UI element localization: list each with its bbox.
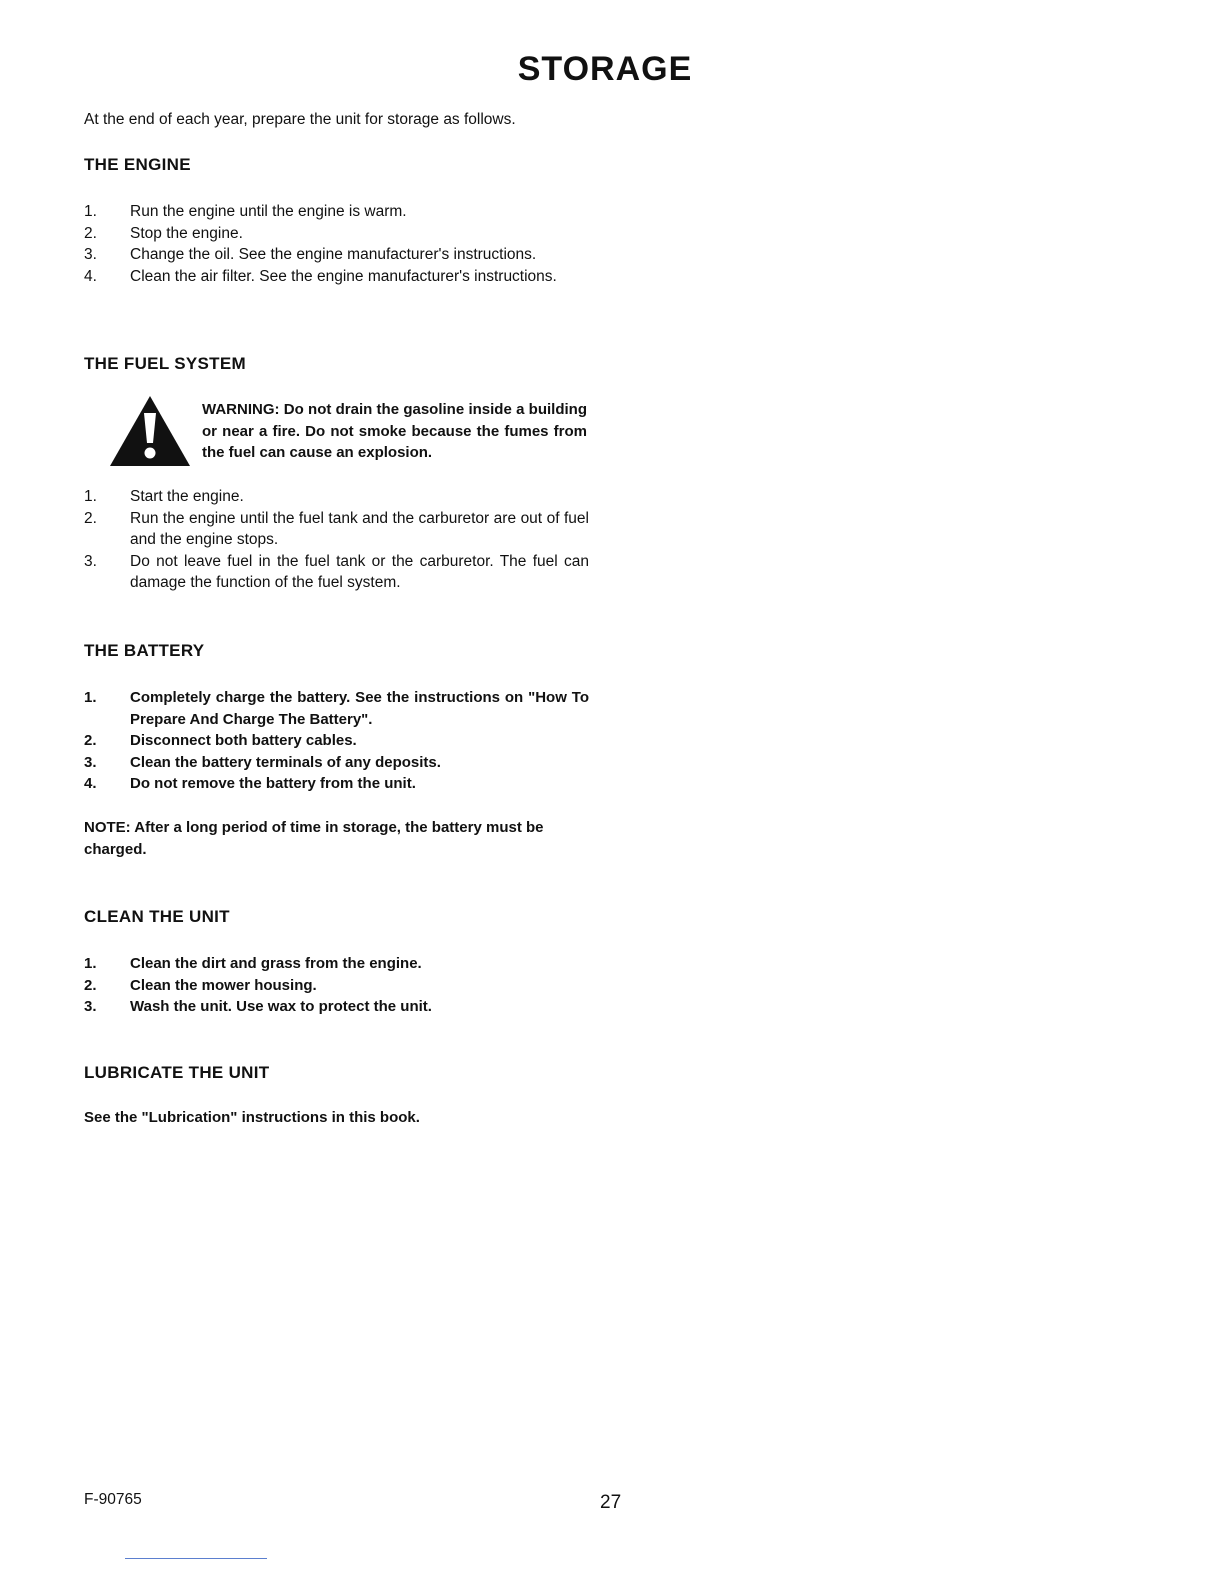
step-number: 4. xyxy=(84,267,97,285)
battery-heading: THE BATTERY xyxy=(84,641,205,660)
step-number: 2. xyxy=(84,224,97,242)
engine-step xyxy=(84,223,589,245)
intro-text: At the end of each year, prepare the unit for storage as follows. xyxy=(84,111,516,128)
battery-step xyxy=(84,773,589,795)
step-number: 1. xyxy=(84,488,97,505)
lubricate-unit-heading: LUBRICATE THE UNIT xyxy=(84,1063,270,1082)
battery-note: NOTE: After a long period of time in storage, the battery must be charged. xyxy=(84,819,544,858)
engine-step xyxy=(84,266,589,288)
page-number: 27 xyxy=(600,1492,622,1513)
engine-step xyxy=(84,244,589,266)
step-number: 3. xyxy=(84,753,97,771)
warning-text: WARNING: Do not drain the gasoline inside a building or near a fire. Do not smoke because the fumes from the fuel can cause an explosion. xyxy=(202,401,587,461)
fuel-system-steps xyxy=(84,486,589,594)
step-text: Start the engine. xyxy=(130,488,244,505)
lubricate-unit-text: See the "Lubrication" instructions in this book. xyxy=(84,1109,420,1126)
step-text: Run the engine until the engine is warm. xyxy=(130,203,407,220)
clean-step xyxy=(84,975,589,997)
fuel-step xyxy=(84,486,589,508)
step-text: Disconnect both battery cables. xyxy=(130,732,357,749)
step-text: Change the oil. See the engine manufacturer's instructions. xyxy=(130,246,537,263)
fuel-step xyxy=(84,508,589,551)
engine-heading: THE ENGINE xyxy=(84,155,191,174)
step-text: Clean the air filter. See the engine manufacturer's instructions. xyxy=(130,267,557,285)
warning-block xyxy=(110,396,590,466)
step-number: 1. xyxy=(84,689,97,706)
step-text: Clean the mower housing. xyxy=(130,976,317,994)
clean-step xyxy=(84,996,589,1018)
step-text: Do not leave fuel in the fuel tank or the carburetor. The fuel can damage the function of the fuel system. xyxy=(130,552,589,591)
battery-step xyxy=(84,730,589,752)
clean-step xyxy=(84,953,589,975)
battery-steps xyxy=(84,687,589,795)
step-text: Stop the engine. xyxy=(130,224,243,242)
step-text: Run the engine until the fuel tank and the carburetor are out of fuel and the engine stops. xyxy=(130,509,589,548)
step-text: Clean the dirt and grass from the engine. xyxy=(130,955,422,972)
step-number: 1. xyxy=(84,955,97,972)
clean-unit-steps xyxy=(84,953,589,1018)
step-number: 4. xyxy=(84,775,97,792)
fuel-step xyxy=(84,551,589,594)
step-text: Clean the battery terminals of any deposits. xyxy=(130,753,441,771)
step-number: 1. xyxy=(84,203,97,220)
battery-step xyxy=(84,687,589,730)
step-number: 2. xyxy=(84,976,97,994)
step-number: 3. xyxy=(84,552,97,570)
step-text: Wash the unit. Use wax to protect the unit. xyxy=(130,998,432,1015)
battery-step xyxy=(84,752,589,774)
engine-step xyxy=(84,201,589,223)
step-number: 2. xyxy=(84,509,97,527)
clean-unit-heading: CLEAN THE UNIT xyxy=(84,907,230,926)
bottom-rule xyxy=(125,1558,267,1559)
warning-triangle-icon xyxy=(110,396,190,466)
fuel-system-heading: THE FUEL SYSTEM xyxy=(84,354,246,373)
page-title: STORAGE xyxy=(517,50,693,88)
step-text: Do not remove the battery from the unit. xyxy=(130,775,416,792)
step-number: 2. xyxy=(84,732,97,749)
step-text: Completely charge the battery. See the instructions on "How To Prepare And Charge The Battery". xyxy=(130,689,589,728)
document-code: F-90765 xyxy=(84,1491,142,1508)
engine-steps xyxy=(84,201,589,287)
step-number: 3. xyxy=(84,246,97,263)
step-number: 3. xyxy=(84,998,97,1015)
